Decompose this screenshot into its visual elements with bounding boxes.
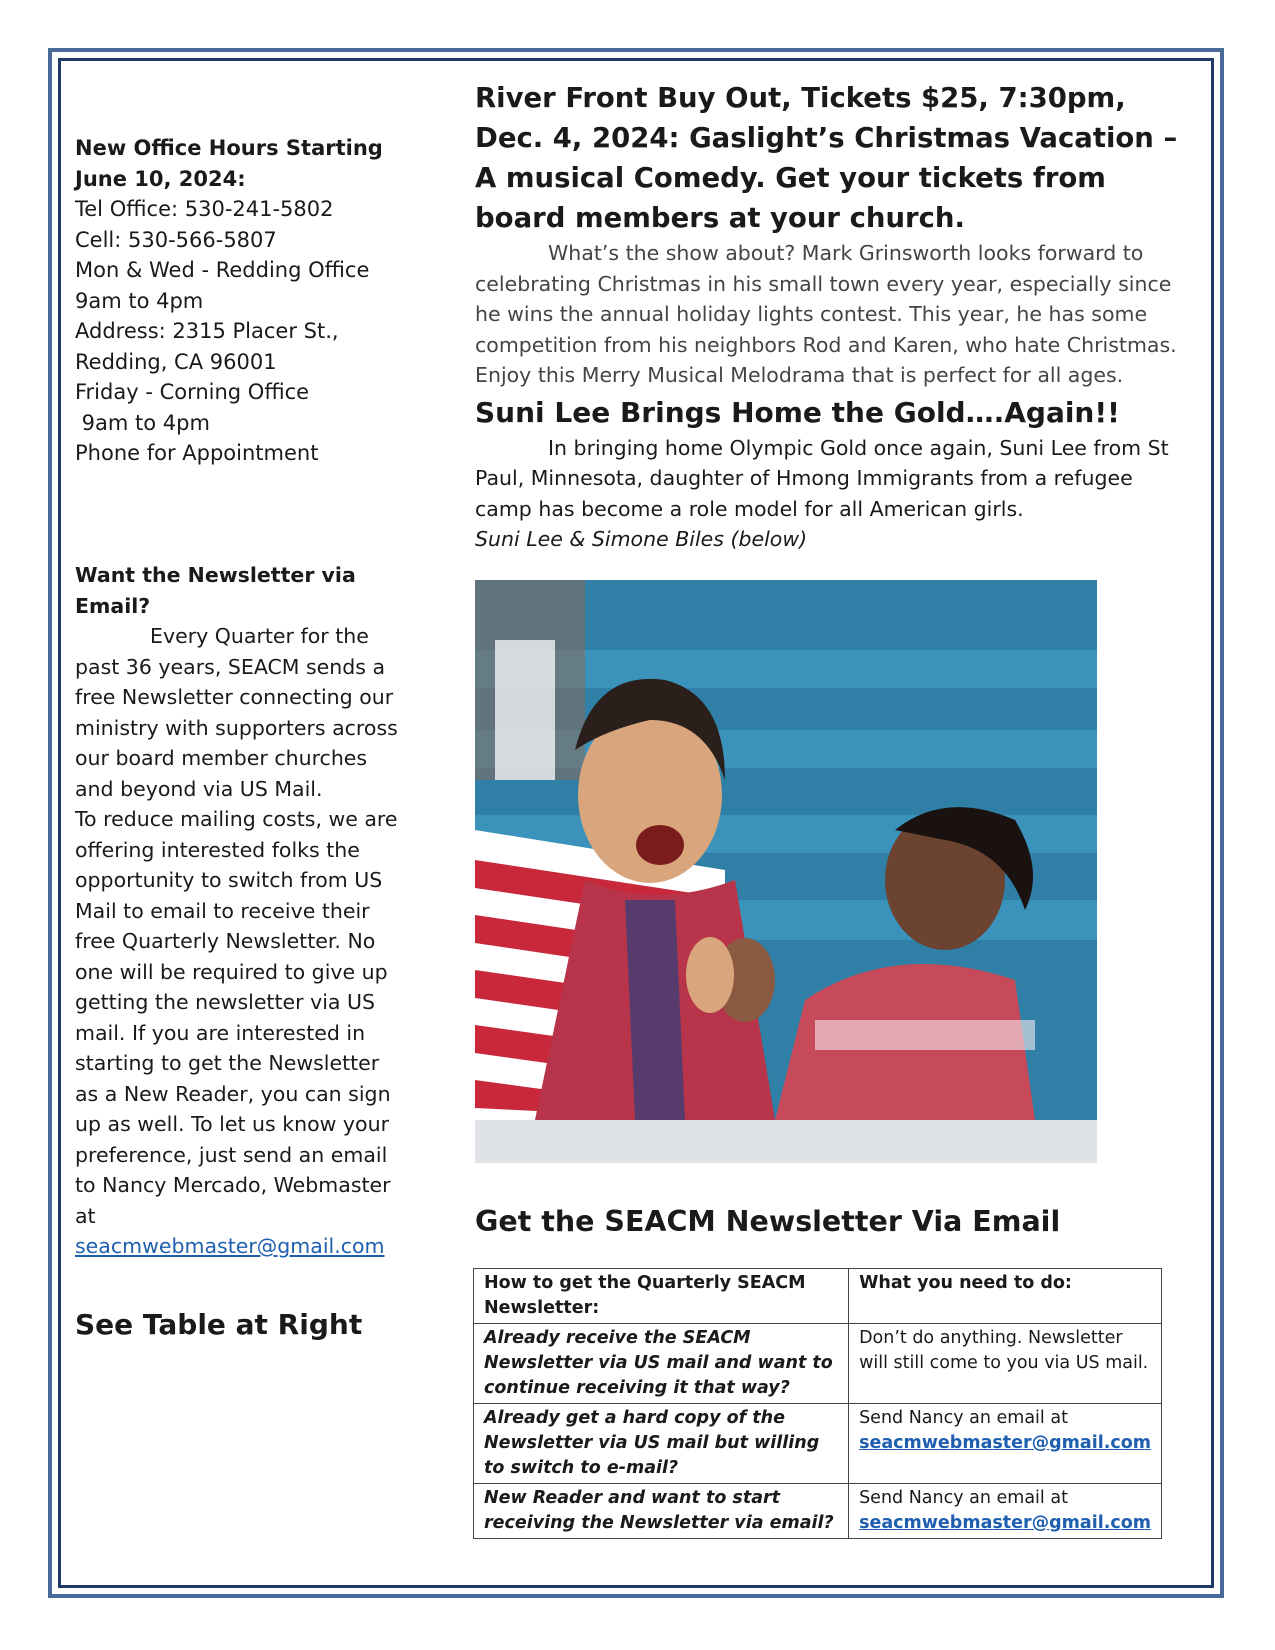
article1-headline: River Front Buy Out, Tickets $25, 7:30pm, Dec. 4, 2024: Gaslight’s Christmas Vacation – A musical Comedy. Get your tickets from board members at your church. <box>475 82 1178 234</box>
table-header-cell: How to get the Quarterly SEACM Newsletter: <box>474 1269 849 1324</box>
office-line: Address: 2315 Placer St., <box>75 319 339 343</box>
article2-body: In bringing home Olympic Gold once again, Suni Lee from St Paul, Minnesota, daughter of Hmong Immigrants from a refugee camp has become a role model for all American girls. <box>475 435 1169 521</box>
right-column <box>475 78 1195 554</box>
newsletter-note-heading: Want the Newsletter via Email? <box>75 563 356 618</box>
table-answer-cell <box>849 1484 1162 1539</box>
office-line: Phone for Appointment <box>75 441 319 465</box>
table-email-link[interactable]: seacmwebmaster@gmail.com <box>859 1433 1151 1453</box>
table-row <box>474 1484 1162 1539</box>
office-line: Cell: 530-566-5807 <box>75 227 277 252</box>
office-line: Tel Office: 530-241-5802 <box>75 197 334 221</box>
office-line: 9am to 4pm <box>75 288 204 313</box>
table-answer-cell <box>849 1324 1162 1404</box>
table-question-cell: Already receive the SEACM Newsletter via US mail and want to continue receiving it that way? <box>474 1324 849 1404</box>
see-table-note: See Table at Right <box>75 1308 363 1341</box>
table-answer-cell <box>849 1404 1162 1484</box>
newsletter-note-para1: Every Quarter for the past 36 years, SEACM sends a free Newsletter connecting our ministry with supporters across our board member churches and beyond via US Mail. <box>75 624 398 801</box>
table-row <box>474 1404 1162 1484</box>
table-answer-text: Send Nancy an email at <box>859 1488 1068 1508</box>
office-hours-block <box>75 133 405 469</box>
photo-caption: Suni Lee & Simone Biles (below) <box>475 527 808 551</box>
office-line: Friday - Corning Office <box>75 380 310 404</box>
table-header-row <box>474 1269 1162 1324</box>
newsletter-note-para2 <box>75 804 405 1262</box>
table-row <box>474 1324 1162 1404</box>
newsletter-email-note <box>75 560 405 1262</box>
article2-headline: Suni Lee Brings Home the Gold….Again!! <box>475 395 1120 429</box>
table-section-title: Get the SEACM Newsletter Via Email <box>475 1205 1061 1238</box>
office-line: Mon & Wed - Redding Office <box>75 258 370 282</box>
gymnasts-photo-illustration <box>475 580 1097 1163</box>
office-line: 9am to 4pm <box>75 410 210 435</box>
table-question-cell: New Reader and want to start receiving the Newsletter via email? <box>474 1484 849 1539</box>
table-answer-text: Send Nancy an email at <box>859 1408 1068 1428</box>
article1-body: What’s the show about? Mark Grinsworth looks forward to celebrating Christmas in his small town every year, especially since he wins the annual holiday lights contest. This year, he has some competition from his neighbors Rod and Karen, who hate Christmas. Enjoy this Merry Musical Melodrama that is perfect for all ages. <box>475 241 1177 387</box>
office-line: Redding, CA 96001 <box>75 349 277 374</box>
table-answer-text: Don’t do anything. Newsletter will still come to you via US mail. <box>859 1328 1149 1373</box>
webmaster-email-link[interactable]: seacmwebmaster@gmail.com <box>75 1234 385 1258</box>
gymnasts-photo <box>475 580 1097 1163</box>
table-question-cell: Already get a hard copy of the Newsletter via US mail but willing to switch to e-mail? <box>474 1404 849 1484</box>
table-header-cell: What you need to do: <box>849 1269 1162 1324</box>
office-hours-heading: New Office Hours Starting June 10, 2024: <box>75 136 383 191</box>
table-email-link[interactable]: seacmwebmaster@gmail.com <box>859 1513 1151 1533</box>
newsletter-note-para2-text: To reduce mailing costs, we are offering interested folks the opportunity to switch from US Mail to email to receive their free Quarterly Newsletter. No one will be required to give up getting the newsletter via US mail. If you are interested in starting to get the Newsletter as a New Reader, you can sign up as well. To let us know your preference, just send an email to Nancy Mercado, Webmaster at <box>75 807 398 1228</box>
newsletter-options-table <box>473 1268 1162 1539</box>
